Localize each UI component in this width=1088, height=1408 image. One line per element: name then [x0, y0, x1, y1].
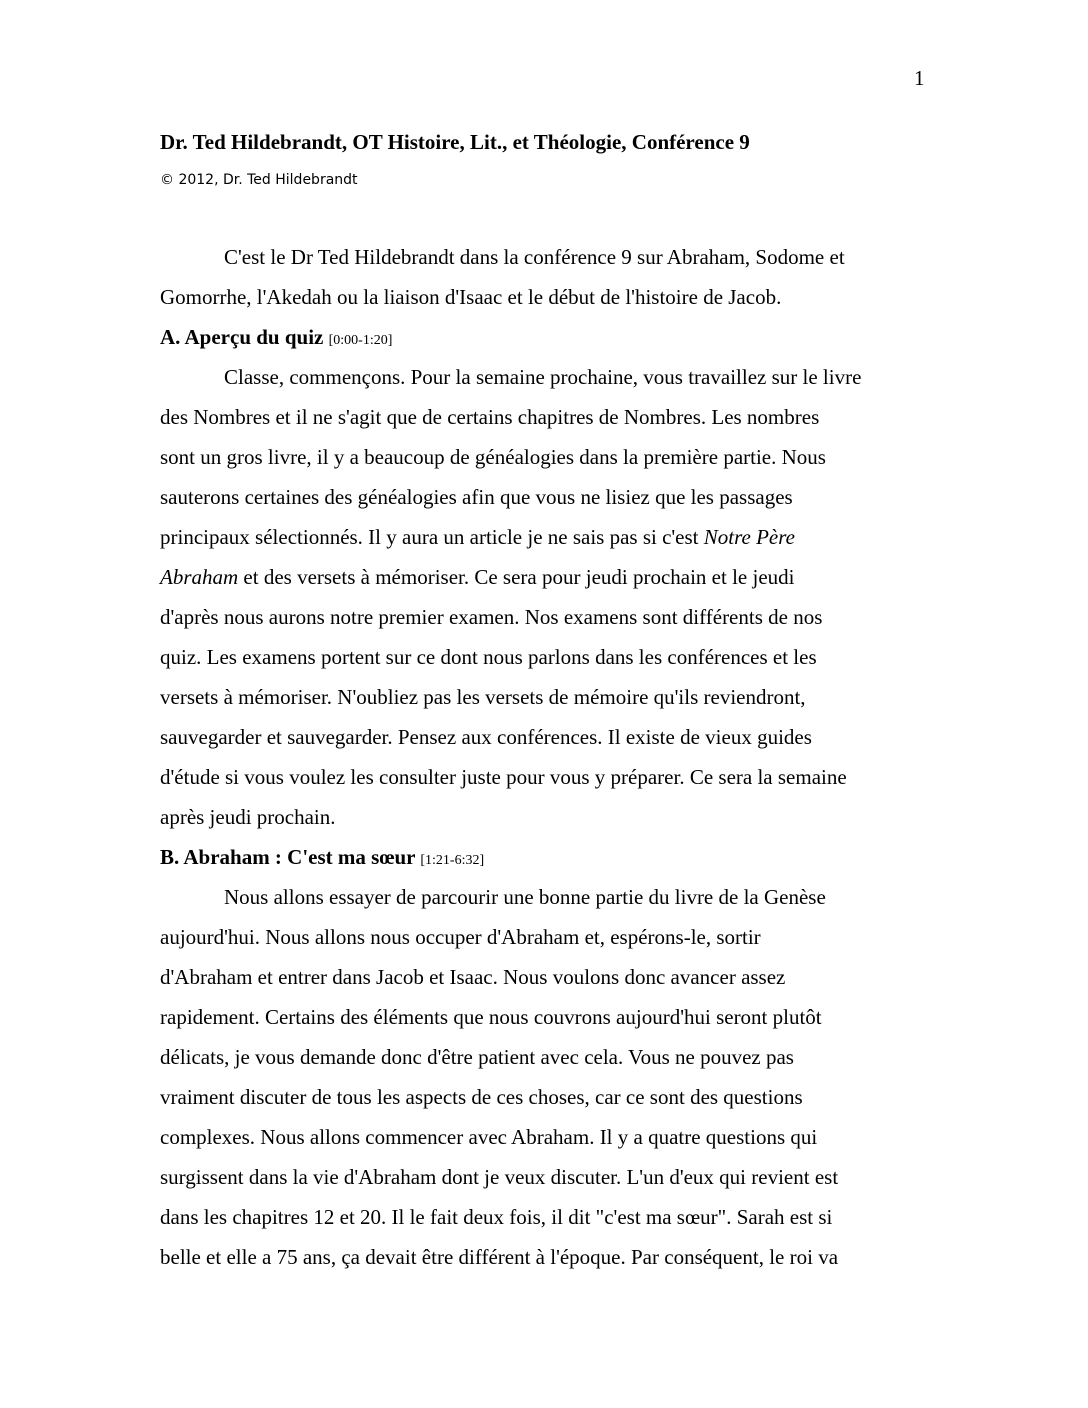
text-line [160, 557, 930, 597]
text-line: complexes. Nous allons commencer avec Abraham. Il y a quatre questions qui [160, 1125, 818, 1149]
text-line: belle et elle a 75 ans, ça devait être différent à l'époque. Par conséquent, le roi va [160, 1245, 839, 1269]
text-run: principaux sélectionnés. Il y aura un article je ne sais pas si c'est [160, 525, 704, 549]
section-heading-text: A. Aperçu du quiz [160, 325, 324, 349]
text-line: Classe, commençons. Pour la semaine prochaine, vous travaillez sur le livre [224, 365, 862, 389]
section-b-paragraph [160, 877, 930, 1277]
section-a-heading [160, 317, 930, 357]
text-line: des Nombres et il ne s'agit que de certains chapitres de Nombres. Les nombres [160, 405, 820, 429]
text-line: rapidement. Certains des éléments que nous couvrons aujourd'hui seront plutôt [160, 1005, 822, 1029]
page-number: 1 [914, 66, 925, 90]
book-title-italic: Abraham [160, 565, 239, 589]
text-line: d'Abraham et entrer dans Jacob et Isaac. Nous voulons donc avancer assez [160, 965, 786, 989]
document-title: Dr. Ted Hildebrandt, OT Histoire, Lit., et Théologie, Conférence 9 [160, 130, 750, 154]
book-title-italic: Notre Père [703, 525, 795, 549]
text-line: délicats, je vous demande donc d'être patient avec cela. Vous ne pouvez pas [160, 1045, 794, 1069]
text-line: d'étude si vous voulez les consulter juste pour vous y préparer. Ce sera la semaine [160, 765, 847, 789]
text-line: dans les chapitres 12 et 20. Il le fait deux fois, il dit "c'est ma sœur". Sarah est si [160, 1205, 833, 1229]
copyright-line: © 2012, Dr. Ted Hildebrandt [160, 172, 358, 188]
section-timestamp: [1:21-6:32] [420, 853, 485, 868]
text-line: surgissent dans la vie d'Abraham dont je veux discuter. L'un d'eux qui revient est [160, 1165, 839, 1189]
text-line: C'est le Dr Ted Hildebrandt dans la conférence 9 sur Abraham, Sodome et [224, 245, 845, 269]
text-line: sauvegarder et sauvegarder. Pensez aux conférences. Il existe de vieux guides [160, 725, 812, 749]
text-line: quiz. Les examens portent sur ce dont nous parlons dans les conférences et les [160, 645, 817, 669]
intro-paragraph [160, 237, 930, 317]
text-line: Gomorrhe, l'Akedah ou la liaison d'Isaac et le début de l'histoire de Jacob. [160, 285, 782, 309]
document-body [160, 237, 930, 1277]
text-line: sauterons certaines des généalogies afin que vous ne lisiez que les passages [160, 485, 793, 509]
text-line: versets à mémoriser. N'oubliez pas les versets de mémoire qu'ils reviendront, [160, 685, 806, 709]
section-b-heading [160, 837, 930, 877]
text-line: sont un gros livre, il y a beaucoup de généalogies dans la première partie. Nous [160, 445, 826, 469]
section-a-paragraph [160, 357, 930, 837]
text-line: vraiment discuter de tous les aspects de ces choses, car ce sont des questions [160, 1085, 803, 1109]
text-line: aujourd'hui. Nous allons nous occuper d'Abraham et, espérons-le, sortir [160, 925, 761, 949]
text-line: d'après nous aurons notre premier examen. Nos examens sont différents de nos [160, 605, 823, 629]
text-line: Nous allons essayer de parcourir une bonne partie du livre de la Genèse [224, 885, 826, 909]
text-line: après jeudi prochain. [160, 805, 336, 829]
section-timestamp: [0:00-1:20] [328, 333, 393, 348]
text-run: et des versets à mémoriser. Ce sera pour jeudi prochain et le jeudi [238, 565, 795, 589]
section-heading-text: B. Abraham : C'est ma sœur [160, 845, 416, 869]
text-line [160, 517, 930, 557]
